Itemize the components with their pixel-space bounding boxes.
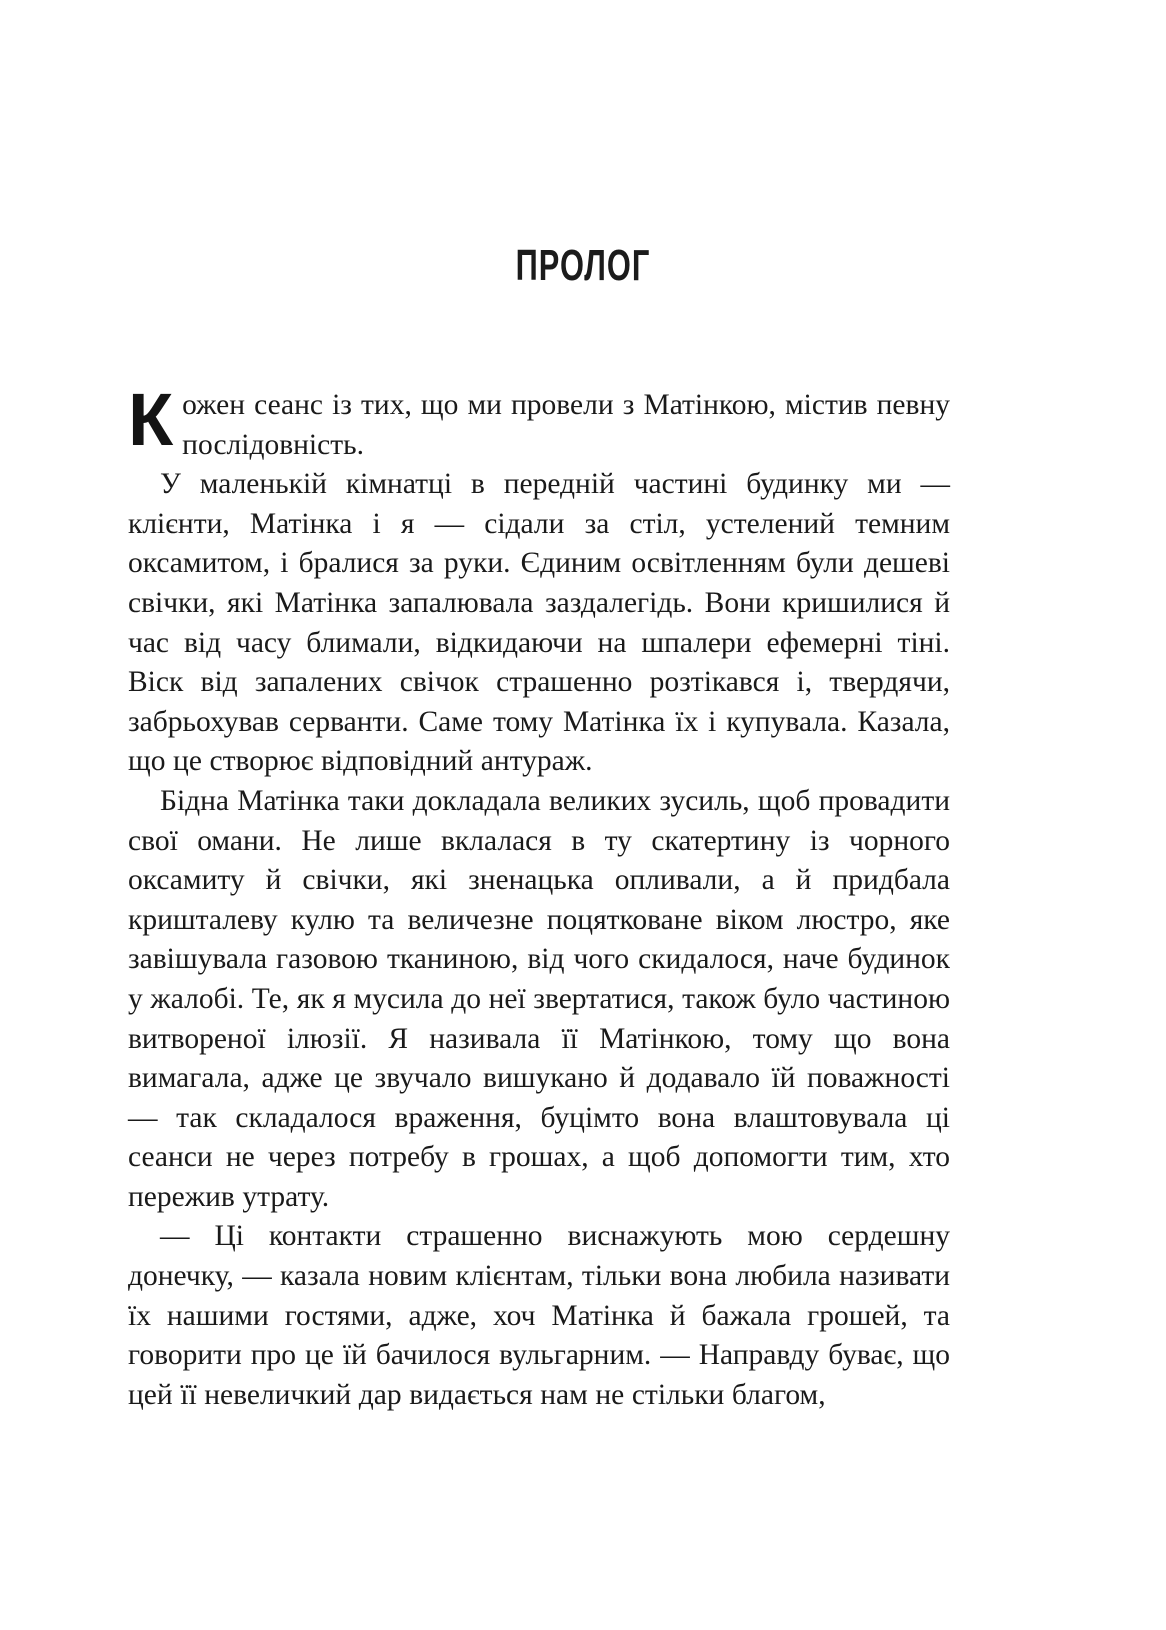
paragraph-3: Бідна Матінка таки докладала великих зусиль, щоб провадити свої омани. Не лише вклалася в ту скатертину із чорного оксамиту й свічки, які зненацька опливали, а й придбала кришталеву кулю та величезне поцятковане віком люстро, яке завішувала газовою тканиною, від чого скидалося, наче будинок у жалобі. Те, як я мусила до неї звертатися, також було частиною витвореної ілюзії. Я називала її Матінкою, тому що вона вимагала, адже це звучало вишукано й додавало їй поважності — так складалося враження, буцімто вона влаштовувала ці сеанси не через потребу в грошах, а щоб допомогти тим, хто пережив утрату. (128, 784, 950, 1213)
chapter-title: ПРОЛОГ (515, 241, 651, 291)
paragraph-2: У маленькій кімнатці в передній частині будинку ми — клієнти, Матінка і я — сідали за стіл, устелений темним оксамитом, і бралися за руки. Єдиним освітленням були дешеві свічки, які Матінка запалювала заздалегідь. Вони кришилися й час від часу блимали, відкидаючи на шпалери ефемерні тіні. Віск від запалених свічок страшенно розтікався і, твердячи, забрьохував серванти. Саме тому Матінка їх і купувала. Казала, що це створює відповідний антураж. (128, 468, 950, 778)
paragraph-4: — Ці контакти страшенно виснажують мою сердешну донечку, — казала новим клієнтам, тільки вона любила називати їх нашими гостями, адже, хоч Матінка й бажала грошей, та говорити про це їй бачилося вульгарним. — Направду буває, що цей її невеличкий дар видається нам не стільки благом, (128, 1220, 950, 1411)
paragraph-1: Кожен сеанс із тих, що ми провели з Матінкою, містив певну послідовність. (128, 378, 950, 461)
body-text-block (128, 378, 950, 1415)
